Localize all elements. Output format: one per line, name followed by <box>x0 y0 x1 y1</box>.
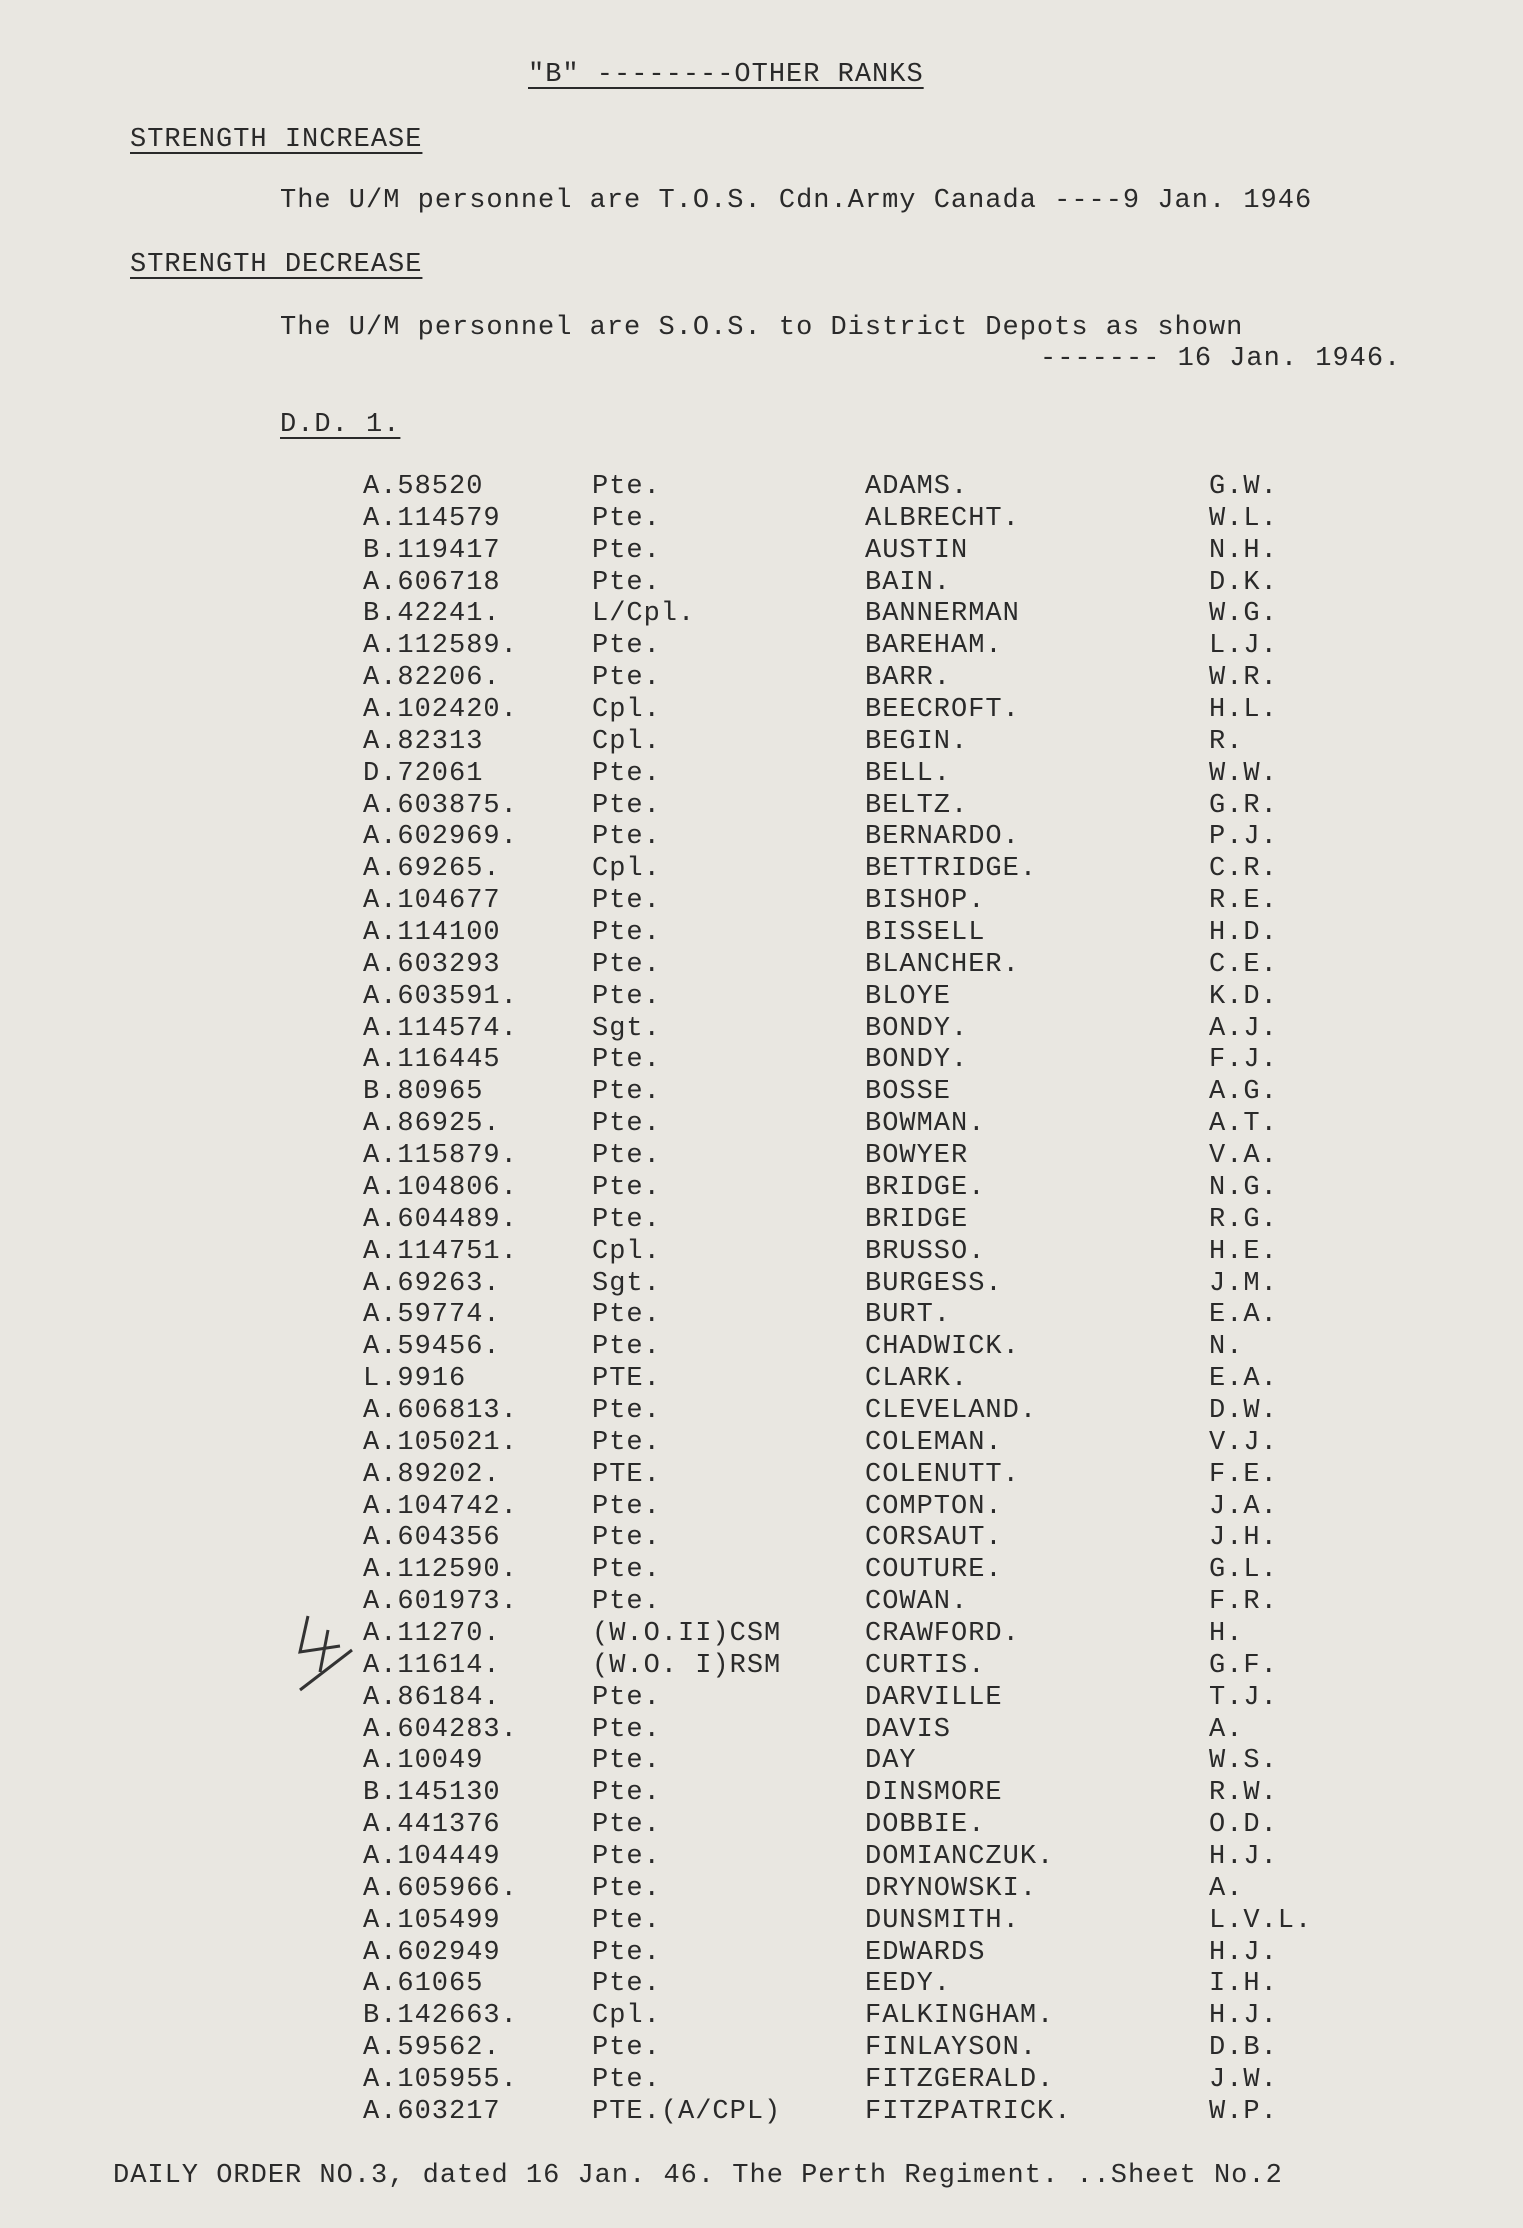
initials: N. <box>1209 1332 1244 1363</box>
surname: BELTZ. <box>865 790 969 821</box>
initials: A.G. <box>1209 1077 1278 1108</box>
rank: Cpl. <box>592 854 661 885</box>
surname: EEDY. <box>865 1969 952 2000</box>
initials: J.M. <box>1209 1268 1278 1299</box>
table-row <box>0 1047 1523 1079</box>
rank: Pte. <box>592 790 661 821</box>
initials: A.J. <box>1209 1013 1278 1044</box>
table-row <box>0 2096 1523 2131</box>
page-title: "B" --------OTHER RANKS <box>528 60 924 90</box>
initials: V.A. <box>1209 1141 1278 1172</box>
initials: K.D. <box>1209 981 1278 1012</box>
initials: G.W. <box>1209 472 1278 502</box>
table-row <box>0 2003 1523 2035</box>
table-row <box>0 2035 1523 2067</box>
initials: D.B. <box>1209 2033 1278 2064</box>
surname: DINSMORE <box>865 1778 1003 1809</box>
table-row <box>0 633 1523 665</box>
table-row <box>0 949 1523 984</box>
service-number: A.11614. <box>363 1650 501 1681</box>
table-row <box>0 1937 1523 1972</box>
service-number: A.69265. <box>363 854 501 885</box>
rank: Pte. <box>592 918 661 949</box>
surname: CRAWFORD. <box>865 1618 1020 1649</box>
surname: BOWMAN. <box>865 1109 986 1140</box>
table-row <box>0 1427 1523 1462</box>
rank: Pte. <box>592 949 661 980</box>
initials: G.L. <box>1209 1555 1278 1586</box>
table-row <box>0 535 1523 570</box>
service-number: A.105499 <box>363 1905 501 1936</box>
table-row <box>0 1714 1523 1749</box>
rank: Pte. <box>592 663 661 694</box>
initials: R. <box>1209 726 1244 757</box>
initials: A. <box>1209 1873 1244 1904</box>
service-number: A.602969. <box>363 822 518 853</box>
rank: Pte. <box>592 822 661 853</box>
surname: BLOYE <box>865 981 952 1012</box>
service-number: A.604356 <box>363 1523 501 1554</box>
rank: Cpl. <box>592 1236 661 1267</box>
strength-increase-text: The U/M personnel are T.O.S. Cdn.Army Canada ----9 Jan. 1946 <box>280 186 1313 216</box>
initials: J.A. <box>1209 1491 1278 1522</box>
initials: W.P. <box>1209 2096 1278 2127</box>
service-number: A.11270. <box>363 1618 501 1649</box>
table-row <box>0 1589 1523 1621</box>
table-row <box>0 888 1523 920</box>
surname: COLEMAN. <box>865 1427 1003 1458</box>
service-number: A.105021. <box>363 1427 518 1458</box>
rank: Pte. <box>592 1587 661 1618</box>
surname: BAREHAM. <box>865 631 1003 662</box>
table-row <box>0 503 1523 538</box>
service-number: A.114100 <box>363 918 501 949</box>
surname: CLEVELAND. <box>865 1395 1038 1426</box>
surname: COWAN. <box>865 1587 969 1618</box>
strength-decrease-text: The U/M personnel are S.O.S. to District Depots as shown <box>280 313 1244 343</box>
rank: Sgt. <box>592 1268 661 1299</box>
initials: P.J. <box>1209 822 1278 853</box>
surname: BAIN. <box>865 567 952 598</box>
surname: DOMIANCZUK. <box>865 1841 1055 1872</box>
surname: BETTRIDGE. <box>865 854 1038 885</box>
rank: PTE. <box>592 1459 661 1490</box>
table-row <box>0 1302 1523 1334</box>
surname: BERNARDO. <box>865 822 1020 853</box>
table-row <box>0 726 1523 761</box>
service-number: A.59562. <box>363 2033 501 2064</box>
surname: BURGESS. <box>865 1268 1003 1299</box>
initials: O.D. <box>1209 1810 1278 1841</box>
rank: Pte. <box>592 503 661 534</box>
table-row <box>0 2067 1523 2099</box>
rank: Cpl. <box>592 2001 661 2032</box>
rank: Pte. <box>592 2033 661 2064</box>
table-row <box>0 920 1523 952</box>
rank: Pte. <box>592 1682 661 1713</box>
initials: H.J. <box>1209 1841 1278 1872</box>
surname: DOBBIE. <box>865 1810 986 1841</box>
surname: ADAMS. <box>865 472 969 502</box>
initials: R.W. <box>1209 1778 1278 1809</box>
rank: PTE. <box>592 1364 661 1395</box>
service-number: A.112590. <box>363 1555 518 1586</box>
surname: BEECROFT. <box>865 695 1020 726</box>
initials: D.W. <box>1209 1395 1278 1426</box>
initials: W.S. <box>1209 1746 1278 1777</box>
rank: Pte. <box>592 535 661 566</box>
rank: Pte. <box>592 1969 661 2000</box>
initials: F.J. <box>1209 1045 1278 1076</box>
rank: Cpl. <box>592 726 661 757</box>
rank: Pte. <box>592 1491 661 1522</box>
table-row <box>0 1557 1523 1589</box>
footer-text: DAILY ORDER NO.3, dated 16 Jan. 46. The Perth Regiment. ..Sheet No.2 <box>113 2161 1283 2191</box>
surname: DRYNOWSKI. <box>865 1873 1038 1904</box>
rank: Pte. <box>592 1427 661 1458</box>
surname: COUTURE. <box>865 1555 1003 1586</box>
surname: BISSELL <box>865 918 986 949</box>
surname: ALBRECHT. <box>865 503 1020 534</box>
rank: Pte. <box>592 758 661 789</box>
initials: F.E. <box>1209 1459 1278 1490</box>
table-row <box>0 1236 1523 1271</box>
strength-decrease-heading: STRENGTH DECREASE <box>130 250 423 280</box>
service-number: A.114579 <box>363 503 501 534</box>
service-number: A.605966. <box>363 1873 518 1904</box>
surname: DAY <box>865 1746 917 1777</box>
surname: FINLAYSON. <box>865 2033 1038 2064</box>
service-number: A.58520 <box>363 472 484 502</box>
service-number: L.9916 <box>363 1364 467 1395</box>
service-number: A.606813. <box>363 1395 518 1426</box>
district-depot-label: D.D. 1. <box>280 410 401 440</box>
surname: EDWARDS <box>865 1937 986 1968</box>
initials: G.R. <box>1209 790 1278 821</box>
surname: FALKINGHAM. <box>865 2001 1055 2032</box>
table-row <box>0 824 1523 856</box>
rank: Pte. <box>592 1873 661 1904</box>
service-number: A.89202. <box>363 1459 501 1490</box>
service-number: A.604283. <box>363 1714 518 1745</box>
table-row <box>0 1650 1523 1685</box>
table-row <box>0 1143 1523 1175</box>
table-row <box>0 601 1523 633</box>
surname: CHADWICK. <box>865 1332 1020 1363</box>
rank: Pte. <box>592 1555 661 1586</box>
table-row <box>0 665 1523 697</box>
rank: Pte. <box>592 1204 661 1235</box>
initials: R.E. <box>1209 886 1278 917</box>
surname: BLANCHER. <box>865 949 1020 980</box>
initials: E.A. <box>1209 1364 1278 1395</box>
strength-increase-heading: STRENGTH INCREASE <box>130 125 423 155</box>
rank: L/Cpl. <box>592 599 696 630</box>
service-number: A.104806. <box>363 1172 518 1203</box>
rank: Pte. <box>592 1300 661 1331</box>
service-number: A.606718 <box>363 567 501 598</box>
initials: H.L. <box>1209 695 1278 726</box>
initials: H.J. <box>1209 1937 1278 1968</box>
surname: FITZGERALD. <box>865 2065 1055 2095</box>
initials: T.J. <box>1209 1682 1278 1713</box>
table-row <box>0 1204 1523 1239</box>
table-row <box>0 1172 1523 1207</box>
table-row <box>0 1525 1523 1557</box>
initials: R.G. <box>1209 1204 1278 1235</box>
rank: Pte. <box>592 1141 661 1172</box>
initials: E.A. <box>1209 1300 1278 1331</box>
initials: H. <box>1209 1618 1244 1649</box>
table-row <box>0 1334 1523 1366</box>
service-number: A.69263. <box>363 1268 501 1299</box>
rank: Pte. <box>592 886 661 917</box>
initials: W.W. <box>1209 758 1278 789</box>
rank: Pte. <box>592 1778 661 1809</box>
service-number: A.86925. <box>363 1109 501 1140</box>
rank: Pte. <box>592 2065 661 2095</box>
table-row <box>0 1971 1523 2003</box>
service-number: B.80965 <box>363 1077 484 1108</box>
rank: Pte. <box>592 1905 661 1936</box>
table-row <box>0 1905 1523 1940</box>
rank: Pte. <box>592 1810 661 1841</box>
rank: Cpl. <box>592 695 661 726</box>
rank: Pte. <box>592 981 661 1012</box>
surname: BRIDGE. <box>865 1172 986 1203</box>
table-row <box>0 1395 1523 1430</box>
surname: CORSAUT. <box>865 1523 1003 1554</box>
surname: FITZPATRICK. <box>865 2096 1072 2127</box>
surname: BRUSSO. <box>865 1236 986 1267</box>
rank: Pte. <box>592 1714 661 1745</box>
surname: AUSTIN <box>865 535 969 566</box>
initials: I.H. <box>1209 1969 1278 2000</box>
service-number: A.102420. <box>363 695 518 726</box>
initials: L.J. <box>1209 631 1278 662</box>
surname: COLENUTT. <box>865 1459 1020 1490</box>
surname: DARVILLE <box>865 1682 1003 1713</box>
rank: Pte. <box>592 1045 661 1076</box>
service-number: B.119417 <box>363 535 501 566</box>
service-number: A.86184. <box>363 1682 501 1713</box>
initials: C.E. <box>1209 949 1278 980</box>
rank: Pte. <box>592 1841 661 1872</box>
initials: W.G. <box>1209 599 1278 630</box>
initials: V.J. <box>1209 1427 1278 1458</box>
surname: BONDY. <box>865 1045 969 1076</box>
initials: N.G. <box>1209 1172 1278 1203</box>
table-row <box>0 1459 1523 1494</box>
surname: DUNSMITH. <box>865 1905 1020 1936</box>
table-row <box>0 1491 1523 1526</box>
service-number: A.603591. <box>363 981 518 1012</box>
surname: BOSSE <box>865 1077 952 1108</box>
strength-decrease-date: ------- 16 Jan. 1946. <box>1040 344 1402 374</box>
service-number: A.82313 <box>363 726 484 757</box>
table-row <box>0 474 1523 506</box>
surname: CURTIS. <box>865 1650 986 1681</box>
rank: Sgt. <box>592 1013 661 1044</box>
service-number: A.441376 <box>363 1810 501 1841</box>
rank: PTE.(A/CPL) <box>592 2096 782 2127</box>
initials: N.H. <box>1209 535 1278 566</box>
initials: J.W. <box>1209 2065 1278 2095</box>
service-number: A.601973. <box>363 1587 518 1618</box>
service-number: A.603217 <box>363 2096 501 2127</box>
surname: BELL. <box>865 758 952 789</box>
service-number: A.114574. <box>363 1013 518 1044</box>
initials: L.V.L. <box>1209 1905 1313 1936</box>
surname: BRIDGE <box>865 1204 969 1235</box>
surname: BARR. <box>865 663 952 694</box>
initials: A.T. <box>1209 1109 1278 1140</box>
initials: W.L. <box>1209 503 1278 534</box>
service-number: A.116445 <box>363 1045 501 1076</box>
initials: D.K. <box>1209 567 1278 598</box>
surname: BISHOP. <box>865 886 986 917</box>
service-number: B.142663. <box>363 2001 518 2032</box>
initials: C.R. <box>1209 854 1278 885</box>
initials: F.R. <box>1209 1587 1278 1618</box>
surname: BONDY. <box>865 1013 969 1044</box>
table-row <box>0 1841 1523 1876</box>
rank: Pte. <box>592 1395 661 1426</box>
rank: Pte. <box>592 1109 661 1140</box>
service-number: A.82206. <box>363 663 501 694</box>
initials: W.R. <box>1209 663 1278 694</box>
handwritten-tick-mark <box>290 1612 360 1692</box>
service-number: A.115879. <box>363 1141 518 1172</box>
surname: COMPTON. <box>865 1491 1003 1522</box>
service-number: A.10049 <box>363 1746 484 1777</box>
service-number: A.114751. <box>363 1236 518 1267</box>
service-number: A.603875. <box>363 790 518 821</box>
table-row <box>0 1748 1523 1780</box>
rank: Pte. <box>592 1332 661 1363</box>
rank: Pte. <box>592 631 661 662</box>
table-row <box>0 856 1523 888</box>
initials: G.F. <box>1209 1650 1278 1681</box>
service-number: A.59774. <box>363 1300 501 1331</box>
rank: (W.O. I)RSM <box>592 1650 782 1681</box>
service-number: A.104677 <box>363 886 501 917</box>
surname: BEGIN. <box>865 726 969 757</box>
rank: Pte. <box>592 1937 661 1968</box>
surname: BOWYER <box>865 1141 969 1172</box>
service-number: A.105955. <box>363 2065 518 2095</box>
surname: DAVIS <box>865 1714 952 1745</box>
initials: H.J. <box>1209 2001 1278 2032</box>
service-number: A.104742. <box>363 1491 518 1522</box>
table-row <box>0 1079 1523 1111</box>
table-row <box>0 1812 1523 1844</box>
rank: Pte. <box>592 1523 661 1554</box>
service-number: D.72061 <box>363 758 484 789</box>
service-number: A.59456. <box>363 1332 501 1363</box>
table-row <box>0 758 1523 793</box>
table-row <box>0 1013 1523 1048</box>
rank: Pte. <box>592 1746 661 1777</box>
table-row <box>0 1682 1523 1717</box>
service-number: B.42241. <box>363 599 501 630</box>
rank: Pte. <box>592 1077 661 1108</box>
rank: Pte. <box>592 567 661 598</box>
initials: H.E. <box>1209 1236 1278 1267</box>
rank: (W.O.II)CSM <box>592 1618 782 1649</box>
initials: J.H. <box>1209 1523 1278 1554</box>
surname: CLARK. <box>865 1364 969 1395</box>
table-row <box>0 790 1523 825</box>
service-number: A.112589. <box>363 631 518 662</box>
service-number: A.602949 <box>363 1937 501 1968</box>
table-row <box>0 1268 1523 1303</box>
service-number: A.61065 <box>363 1969 484 2000</box>
table-row <box>0 567 1523 602</box>
service-number: B.145130 <box>363 1778 501 1809</box>
table-row <box>0 697 1523 729</box>
initials: A. <box>1209 1714 1244 1745</box>
table-row <box>0 1111 1523 1143</box>
surname: BURT. <box>865 1300 952 1331</box>
table-row <box>0 1366 1523 1398</box>
service-number: A.604489. <box>363 1204 518 1235</box>
service-number: A.603293 <box>363 949 501 980</box>
table-row <box>0 1618 1523 1653</box>
table-row <box>0 1780 1523 1812</box>
rank: Pte. <box>592 472 661 502</box>
initials: H.D. <box>1209 918 1278 949</box>
rank: Pte. <box>592 1172 661 1203</box>
table-row <box>0 1873 1523 1908</box>
service-number: A.104449 <box>363 1841 501 1872</box>
surname: BANNERMAN <box>865 599 1020 630</box>
table-row <box>0 981 1523 1016</box>
